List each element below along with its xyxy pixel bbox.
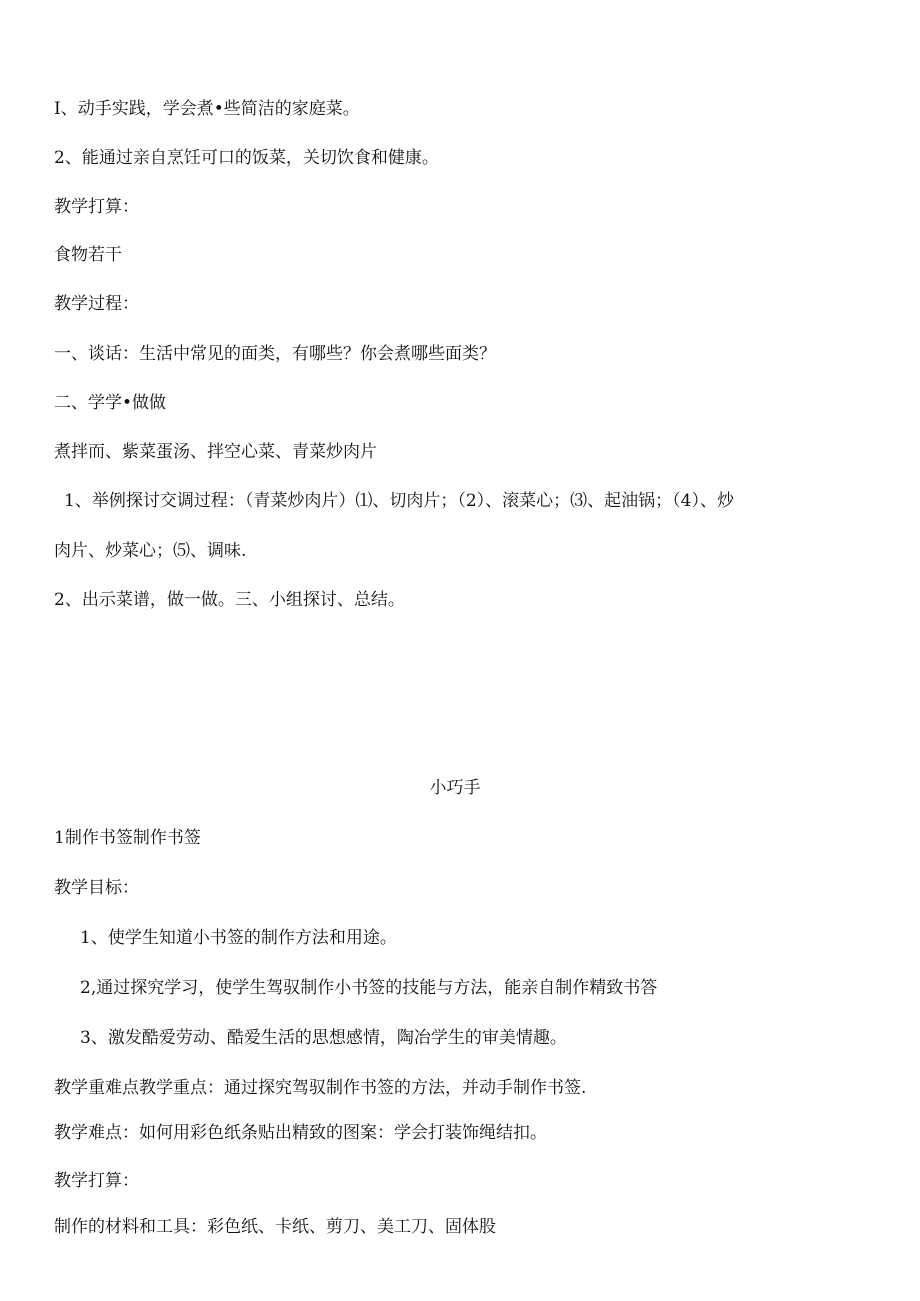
objective-line-1: I、动手实践，学会煮•些简洁的家庭菜。 [54,99,360,119]
preparation-heading-2: 教学打算： [54,1171,139,1191]
objective-line-2: 2、能通过亲自烹饪可口的饭菜，关切饮食和健康。 [54,148,439,168]
key-points: 教学重难点教学重点：通过探究驾驭制作书签的方法，并动手制作书签. [54,1078,587,1098]
goal-1: 1、使学生知道小书签的制作方法和用途。 [80,928,397,948]
goal-2: 2,通过探究学习，使学生驾驭制作小书签的技能与方法，能亲自制作精致书答 [80,978,658,998]
menu-line: 2、出示菜谱，做一做。三、小组探讨、总结。 [54,590,405,610]
preparation-text: 食物若干 [54,245,122,265]
difficulties: 教学难点：如何用彩色纸条贴出精致的图案：学会打装饰绳结扣。 [54,1123,547,1143]
process-step-2: 二、学学•做做 [54,393,167,413]
materials-line: 制作的材料和工具：彩色纸、卡纸、剪刀、美工刀、固体股 [54,1217,496,1237]
preparation-heading: 教学打算： [54,197,139,217]
process-heading: 教学过程： [54,294,139,314]
goals-heading: 教学目标： [54,878,139,898]
discussion-line-2: 肉片、炒菜心；⑸、调味. [54,541,247,561]
section-title: 小巧手 [429,778,481,798]
goal-3: 3、激发酷爱劳动、酷爱生活的思想感情，陶冶学生的审美情趣。 [80,1028,567,1048]
process-step-1: 一、谈话：生活中常见的面类，有哪些？你会煮哪些面类？ [54,344,496,364]
dish-list: 煮拌而、紫菜蛋汤、拌空心菜、青菜炒肉片 [54,442,377,462]
lesson-title: 1制作书签制作书签 [54,828,201,848]
discussion-line-1: 1、举例探讨交调过程：（青菜炒肉片）⑴、切肉片；（2）、滚菜心；⑶、起油锅；（4）、炒 [64,491,734,511]
